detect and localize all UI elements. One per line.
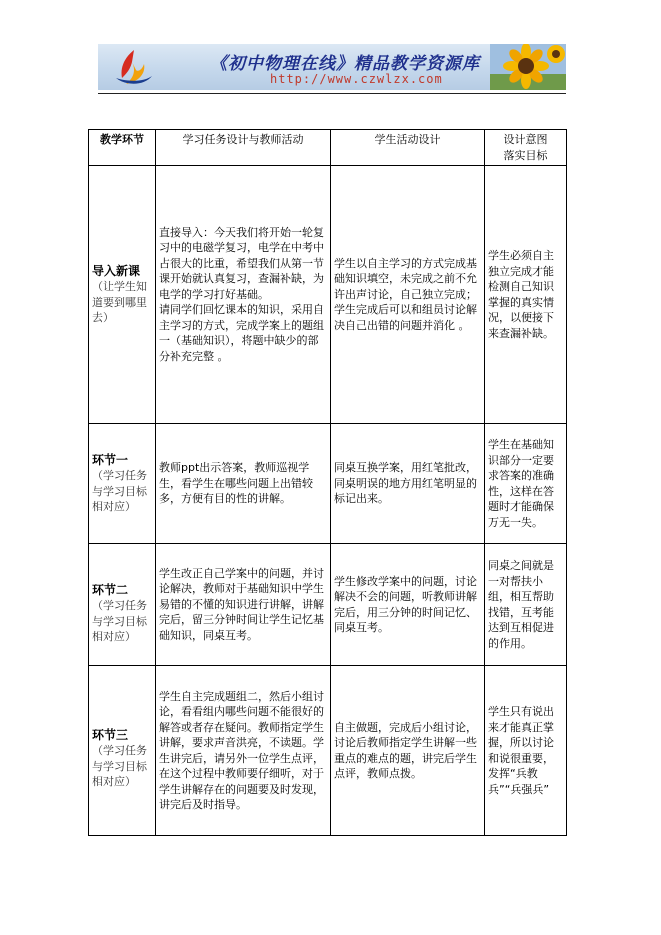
design-intent-cell: 同桌之间就是一对帮扶小组，相互帮助找错，互考能达到互相促进的作用。	[485, 544, 567, 666]
table-header-row	[89, 130, 567, 166]
header-divider	[98, 93, 566, 94]
lesson-plan-table	[88, 129, 567, 836]
header-design-intent: 设计意图 落实目标	[485, 130, 567, 166]
banner-title: 《初中物理在线》精品教学资源库	[210, 54, 480, 74]
sunflower-icon	[490, 44, 566, 90]
stage-cell	[89, 666, 156, 836]
teacher-activity-cell: 教师ppt出示答案，教师巡视学生，看学生在哪些问题上出错较多，方便有目的性的讲解。	[156, 424, 331, 544]
stage-note: （学习任务与学习目标相对应）	[92, 744, 147, 788]
student-activity-cell: 同桌互换学案，用红笔批改，同桌明误的地方用红笔明显的标记出来。	[331, 424, 485, 544]
student-activity-cell: 学生修改学案中的问题，讨论解决不会的问题，听教师讲解完后，用三分钟的时间记忆、同桌互考。	[331, 544, 485, 666]
stage-cell	[89, 166, 156, 424]
design-intent-cell: 学生必须自主独立完成才能检测自己知识掌握的真实情况，以便接下来查漏补缺。	[485, 166, 567, 424]
stage-cell	[89, 424, 156, 544]
stage-name: 环节三	[92, 727, 129, 742]
header-student-activity: 学生活动设计	[331, 130, 485, 166]
teacher-activity-cell: 直接导入：今天我们将开始一轮复习中的电磁学复习，电学在中考中占很大的比重，希望我们从第一节课开始就认真复习，查漏补缺，为电学的学习打好基础。 请同学们回忆课本的知识，采用自主学习的方式，完成学案上的题组一（基础知识），将题中缺少的部分补充完整 。	[156, 166, 331, 424]
stage-note: （学习任务与学习目标相对应）	[92, 599, 147, 643]
table-row	[89, 166, 567, 424]
stage-note: （让学生知道要到哪里去）	[92, 280, 147, 324]
design-intent-cell: 学生在基础知识部分一定要求答案的准确性，这样在答题时才能确保万无一失。	[485, 424, 567, 544]
stage-name: 导入新课	[92, 263, 141, 278]
stage-name: 环节一	[92, 452, 129, 467]
header-stage: 教学环节	[89, 130, 156, 166]
header-banner	[98, 44, 566, 90]
stage-note: （学习任务与学习目标相对应）	[92, 469, 147, 513]
header-teacher-activity: 学习任务设计与教师活动	[156, 130, 331, 166]
table-row	[89, 424, 567, 544]
student-activity-cell: 自主做题，完成后小组讨论，讨论后教师指定学生讲解一些重点的难点的题，讲完后学生点评，教师点拨。	[331, 666, 485, 836]
stage-name: 环节二	[92, 582, 129, 597]
banner-url: http://www.czwlzx.com	[270, 72, 443, 86]
stage-cell	[89, 544, 156, 666]
teacher-activity-cell: 学生自主完成题组二，然后小组讨论，看看组内哪些问题不能很好的解答或者存在疑问。教师指定学生讲解，要求声音洪亮，不读题。学生讲完后，请另外一位学生点评，在这个过程中教师要仔细听，对于学生讲解存在的问题要及时发现，讲完后及时指导。	[156, 666, 331, 836]
table-row	[89, 544, 567, 666]
logo-icon	[112, 48, 156, 86]
table-row	[89, 666, 567, 836]
student-activity-cell: 学生以自主学习的方式完成基础知识填空，未完成之前不允许出声讨论，自己独立完成；学生完成后可以和组员讨论解决自己出错的问题并消化 。	[331, 166, 485, 424]
design-intent-cell: 学生只有说出来才能真正掌握，所以讨论和说很重要，发挥“兵教兵”“兵强兵”	[485, 666, 567, 836]
teacher-activity-cell: 学生改正自己学案中的问题，并讨论解决，教师对于基础知识中学生易错的不懂的知识进行讲解，讲解完后，留三分钟时间让学生记忆基础知识，同桌互考。	[156, 544, 331, 666]
